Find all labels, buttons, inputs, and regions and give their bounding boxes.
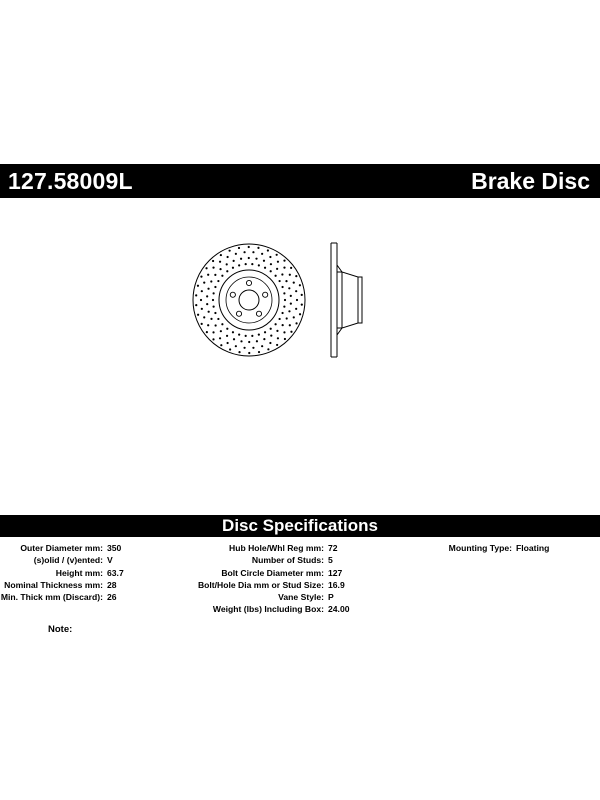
spec-label: Nominal Thickness mm:	[4, 579, 103, 590]
spec-row	[0, 567, 124, 579]
header-bar	[0, 164, 600, 198]
disc-drawing	[190, 225, 390, 375]
spec-row	[0, 591, 124, 603]
spec-value: 5	[328, 555, 333, 566]
spec-bar	[0, 515, 600, 537]
spec-row	[400, 542, 549, 554]
spec-value: 16.9	[328, 579, 345, 590]
spec-value: 26	[107, 592, 117, 603]
spec-label: Hub Hole/Whl Reg mm:	[228, 543, 324, 553]
spec-label: Height mm:	[55, 567, 103, 578]
spec-row	[190, 579, 350, 591]
spec-label: Vane Style:	[278, 592, 324, 603]
spec-value: Floating	[516, 543, 550, 553]
spec-value: 350	[107, 543, 122, 553]
spec-label: Outer Diameter mm:	[20, 543, 103, 553]
spec-label: Bolt Circle Diameter mm:	[221, 567, 324, 578]
spec-row	[190, 554, 350, 566]
spec-value: P	[328, 592, 334, 603]
spec-label: Min. Thick mm (Discard):	[0, 592, 103, 603]
part-number: 127.58009L	[8, 168, 133, 194]
spec-label: Weight (lbs) Including Box:	[212, 604, 324, 615]
spec-row	[0, 554, 124, 566]
spec-row	[190, 591, 350, 603]
spec-value: 24.00	[328, 604, 350, 615]
spec-value: 28	[107, 579, 117, 590]
spec-column-2	[190, 542, 350, 616]
spec-column-1	[0, 542, 124, 603]
spec-row	[0, 542, 124, 554]
spec-label: Mounting Type:	[448, 543, 512, 553]
spec-label: (s)olid / (v)ented:	[33, 555, 103, 566]
spec-row	[0, 579, 124, 591]
note-label: Note:	[48, 624, 73, 635]
spec-row	[190, 603, 350, 615]
spec-value: V	[107, 555, 113, 566]
spec-row	[190, 542, 350, 554]
spec-label: Bolt/Hole Dia mm or Stud Size:	[197, 579, 324, 590]
spec-column-3	[400, 542, 549, 554]
spec-value: 63.7	[107, 567, 124, 578]
spec-row	[190, 567, 350, 579]
spec-label: Number of Studs:	[251, 555, 324, 566]
brake-disc-side-profile-icon	[331, 243, 362, 357]
spec-title: Disc Specifications	[222, 516, 378, 535]
spec-value: 72	[328, 543, 338, 553]
disc-drawing-svg	[190, 225, 390, 375]
spec-value: 127	[328, 567, 343, 578]
drilled-brake-disc-front-icon	[193, 244, 305, 356]
product-type: Brake Disc	[471, 168, 590, 194]
